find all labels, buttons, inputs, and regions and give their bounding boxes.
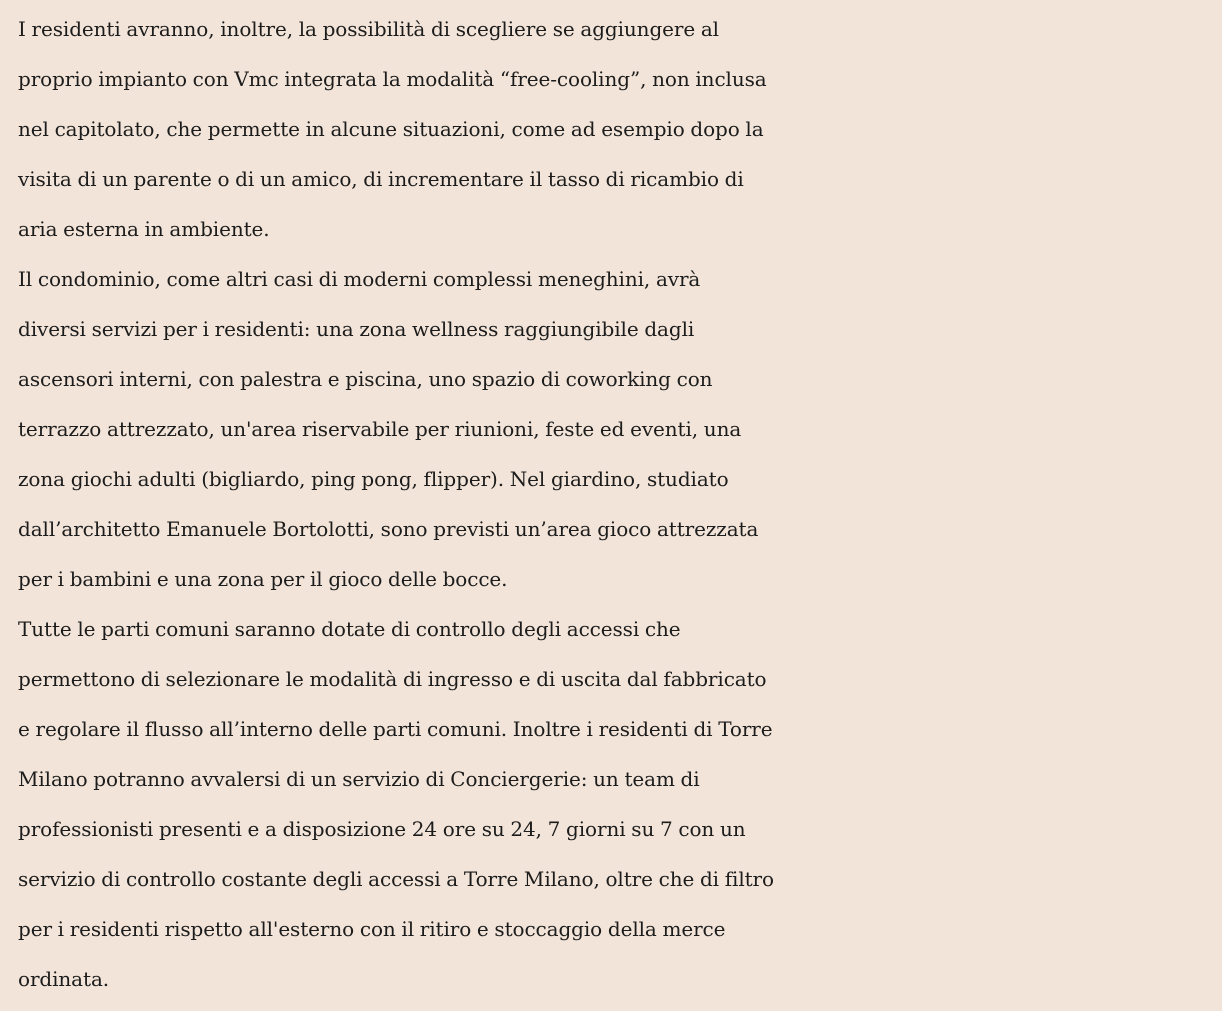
paragraph-vmc-free-cooling — [18, 4, 1218, 254]
text-line: Milano potranno avvalersi di un servizio di Conciergerie: un team di — [18, 767, 700, 791]
text-line: nel capitolato, che permette in alcune situazioni, come ad esempio dopo la — [18, 117, 764, 141]
text-line: per i bambini e una zona per il gioco delle bocce. — [18, 567, 508, 591]
text-line: Il condominio, come altri casi di moderni complessi meneghini, avrà — [18, 267, 701, 291]
text-line: ordinata. — [18, 967, 110, 991]
article-body — [18, 4, 1218, 1004]
text-line: servizio di controllo costante degli accessi a Torre Milano, oltre che di filtro — [18, 867, 774, 891]
text-line: aria esterna in ambiente. — [18, 217, 270, 241]
paragraph-condominium-services — [18, 254, 1218, 604]
text-line: permettono di selezionare le modalità di ingresso e di uscita dal fabbricato — [18, 667, 767, 691]
text-line: per i residenti rispetto all'esterno con il ritiro e stoccaggio della merce — [18, 917, 726, 941]
text-line: Tutte le parti comuni saranno dotate di controllo degli accessi che — [18, 617, 681, 641]
text-line: professionisti presenti e a disposizione 24 ore su 24, 7 giorni su 7 con un — [18, 817, 746, 841]
text-line: terrazzo attrezzato, un'area riservabile per riunioni, feste ed eventi, una — [18, 417, 742, 441]
text-line: proprio impianto con Vmc integrata la modalità “free-cooling”, non inclusa — [18, 67, 767, 91]
text-line: dall’architetto Emanuele Bortolotti, sono previsti un’area gioco attrezzata — [18, 517, 759, 541]
text-line: e regolare il flusso all’interno delle parti comuni. Inoltre i residenti di Torre — [18, 717, 773, 741]
text-line: diversi servizi per i residenti: una zona wellness raggiungibile dagli — [18, 317, 695, 341]
text-line: I residenti avranno, inoltre, la possibilità di scegliere se aggiungere al — [18, 17, 719, 41]
text-line: zona giochi adulti (bigliardo, ping pong, flipper). Nel giardino, studiato — [18, 467, 729, 491]
paragraph-access-control — [18, 604, 1218, 1004]
text-line: ascensori interni, con palestra e piscina, uno spazio di coworking con — [18, 367, 713, 391]
text-line: visita di un parente o di un amico, di incrementare il tasso di ricambio di — [18, 167, 744, 191]
